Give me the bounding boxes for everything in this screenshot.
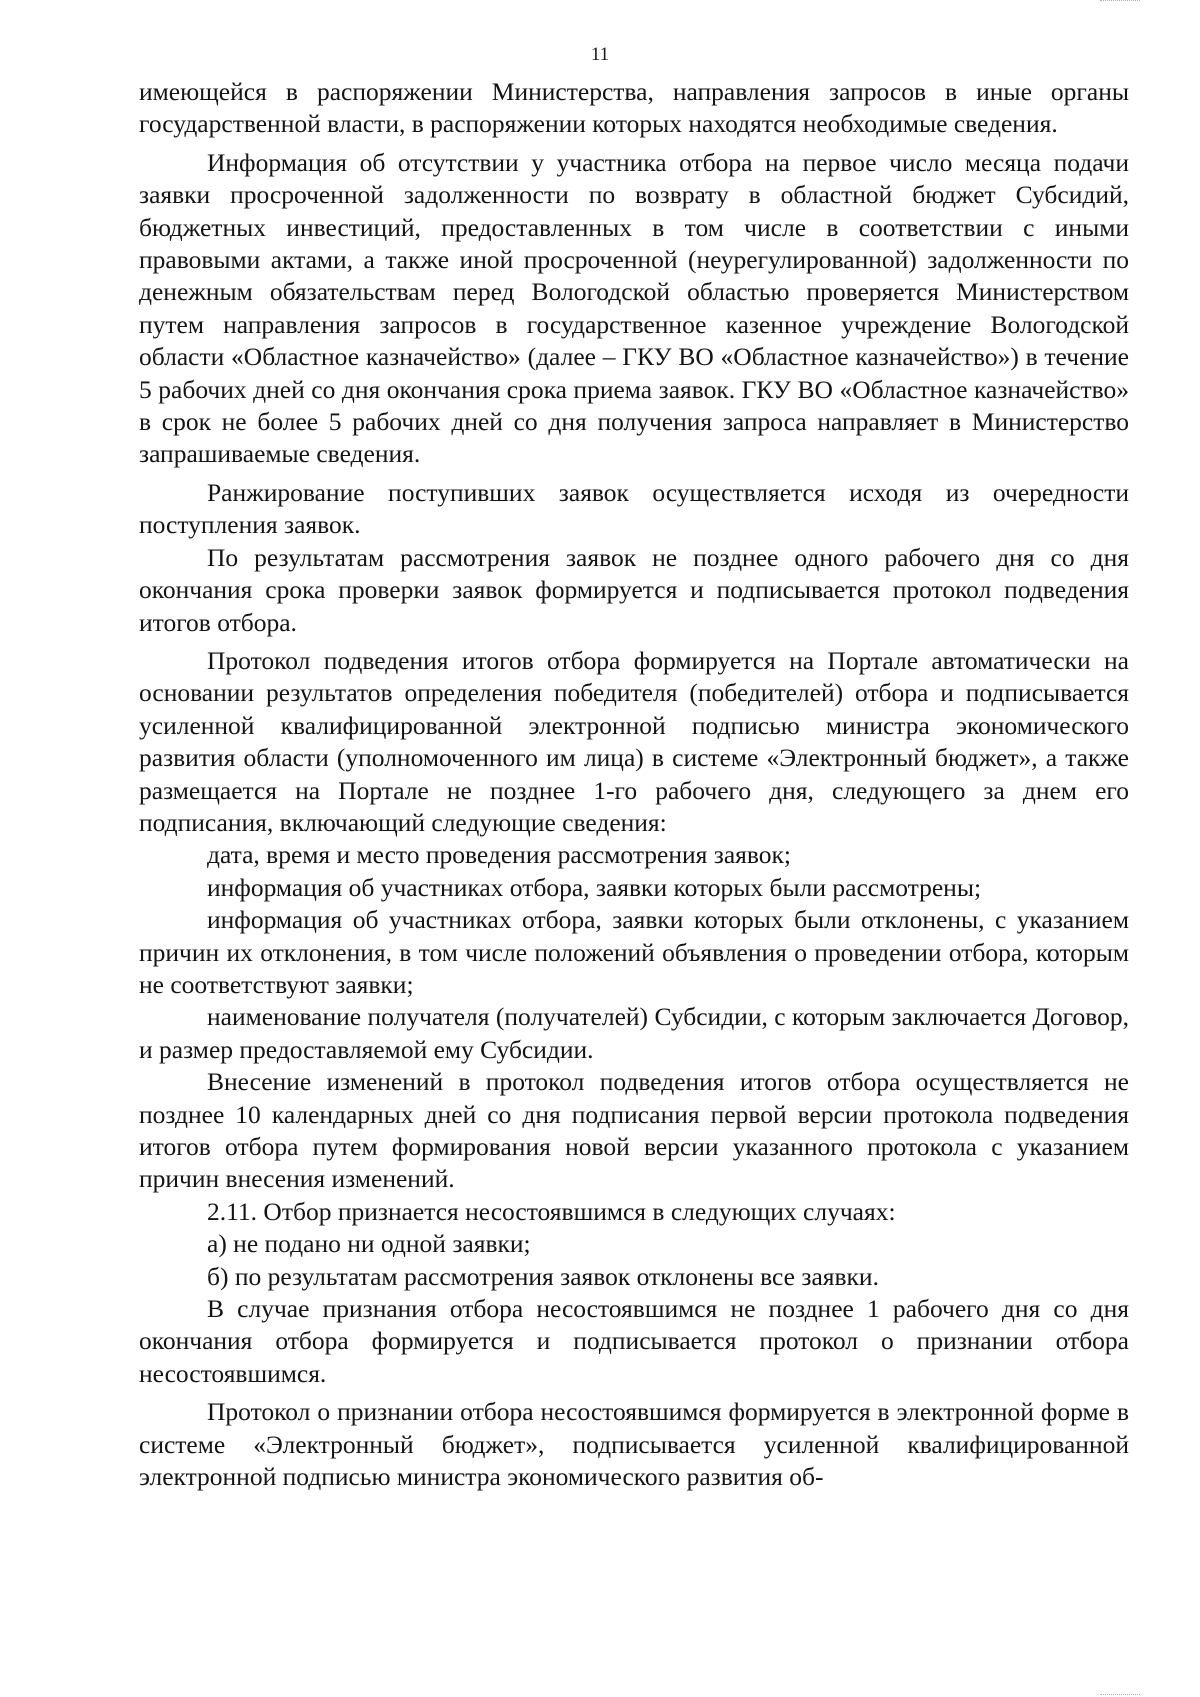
paragraph-ranking: Ранжирование поступивших заявок осуществляется исходя из очередности поступления заявок. bbox=[139, 477, 1129, 540]
list-item-rejected: информация об участниках отбора, заявки которых были отклонены, с указанием причин их отклонения, в том числе положений объявления о проведении отбора, которым не соответствуют заявки; bbox=[139, 905, 1129, 999]
paragraph-protocol: Протокол подведения итогов отбора формируется на Портале автоматически на основании результатов определения победителя (победителей) отбора и подписывается усиленной квалифицированной электронной подписью министра экономического развития области (уполномоченного им лица) в системе «Электронный бюджет», а также размещается на Портале не позднее 1-го рабочего дня, следующего за днем его подписания, включающий следующие сведения: bbox=[139, 645, 1129, 837]
paragraph-debt-info: Информация об отсутствии у участника отбора на первое число месяца подачи заявки просроченной задолженности по возврату в областной бюджет Субсидий, бюджетных инвестиций, предоставленных в том числе в соответствии с иными правовыми актами, а также иной просроченной (неурегулированной) задолженности по денежным обязательствам перед Вологодской областью проверяется Министерством путем направления запросов в государственное казенное учреждение Вологодской области «Областное казначейство» (далее – ГКУ ВО «Областное казначейство») в течение 5 рабочих дней со дня окончания срока приема заявок. ГКУ ВО «Областное казначейство» в срок не более 5 рабочих дней со дня получения запроса направляет в Министерство запрашиваемые сведения. bbox=[139, 147, 1129, 469]
list-item-recipient: наименование получателя (получателей) Субсидии, с которым заключается Договор, и размер предоставляемой ему Субсидии. bbox=[139, 1002, 1129, 1064]
list-item-reviewed: информация об участниках отбора, заявки которых были рассмотрены; bbox=[207, 872, 982, 902]
paragraph-review-results: По результатам рассмотрения заявок не позднее одного рабочего дня со дня окончания срока проверки заявок формируется и подписывается протокол подведения итогов отбора. bbox=[139, 542, 1129, 637]
scan-edge-mark-bottom bbox=[1100, 1691, 1140, 1695]
paragraph-section-2-11: 2.11. Отбор признается несостоявшимся в следующих случаях: bbox=[207, 1196, 896, 1226]
list-item-b: б) по результатам рассмотрения заявок отклонены все заявки. bbox=[207, 1261, 879, 1291]
paragraph-protocol-changes: Внесение изменений в протокол подведения итогов отбора осуществляется не позднее 10 календарных дней со дня подписания первой версии протокола подведения итогов отбора путем формирования новой версии указанного протокола с указанием причин внесения изменений. bbox=[139, 1067, 1129, 1194]
document-body bbox=[139, 76, 1129, 1493]
scan-edge-mark-top bbox=[1100, 0, 1140, 4]
list-item-a: а) не подано ни одной заявки; bbox=[207, 1229, 531, 1259]
paragraph-continuation: имеющейся в распоряжении Министерства, направления запросов в иные органы государственной власти, в распоряжении которых находятся необходимые сведения. bbox=[139, 77, 1129, 139]
page-number: 11 bbox=[590, 44, 610, 65]
list-item-date-time: дата, время и место проведения рассмотрения заявок; bbox=[207, 840, 791, 870]
paragraph-failed-selection: В случае признания отбора несостоявшимся не позднее 1 рабочего дня со дня окончания отбора формируется и подписывается протокол о признании отбора несостоявшимся. bbox=[139, 1294, 1129, 1388]
paragraph-failed-protocol: Протокол о признании отбора несостоявшимся формируется в электронной форме в системе «Электронный бюджет», подписывается усиленной квалифицированной электронной подписью министра экономического развития об- bbox=[139, 1397, 1129, 1492]
